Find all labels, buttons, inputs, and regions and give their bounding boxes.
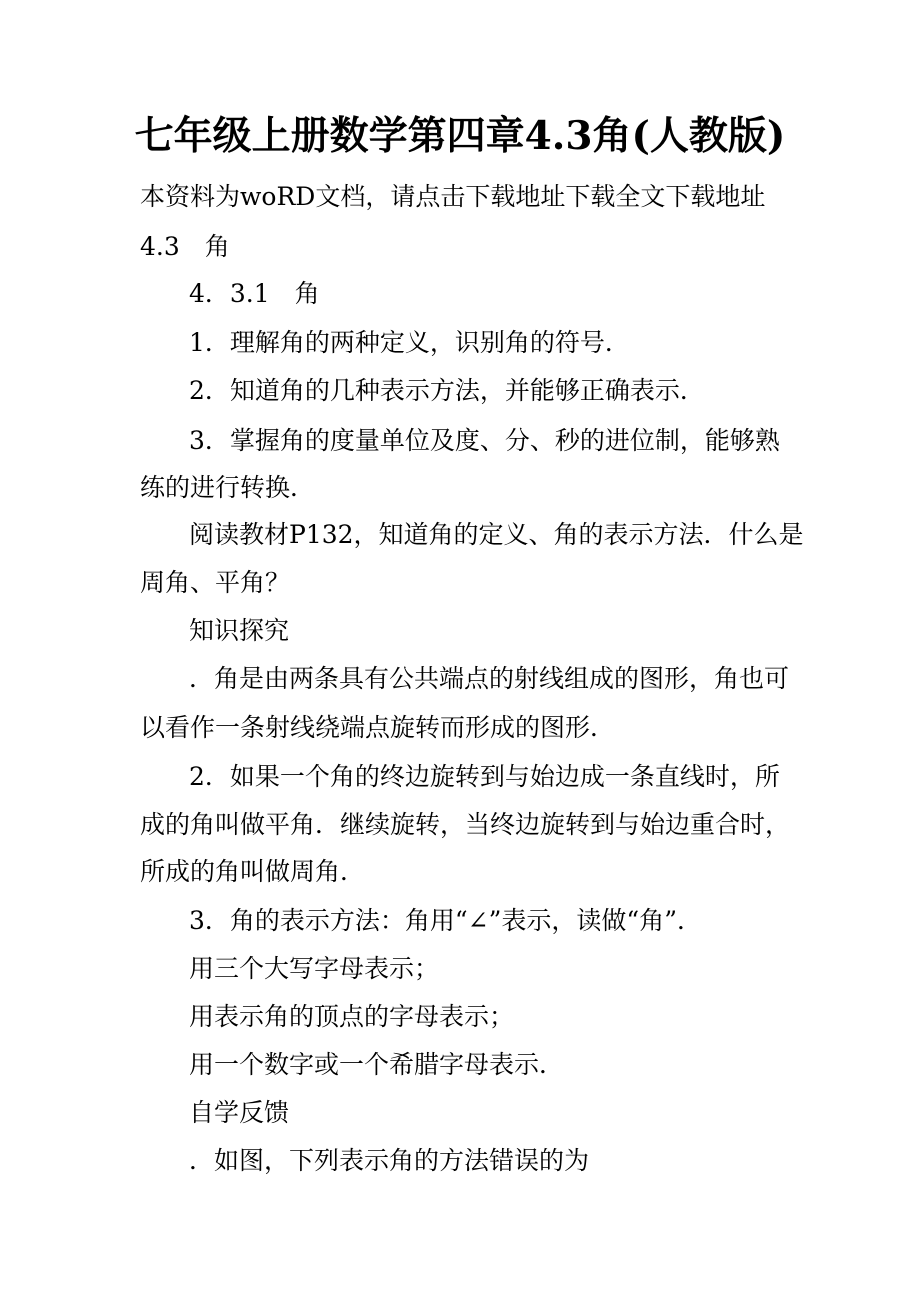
objective-line: 3．掌握角的度量单位及度、分、秒的进位制，能够熟: [189, 426, 780, 455]
reading-line: 周角、平角？: [140, 568, 291, 597]
objective-line: 1．理解角的两种定义，识别角的符号．: [189, 328, 630, 357]
knowledge-line: 以看作一条射线绕端点旋转而形成的图形．: [140, 713, 616, 742]
section-heading: 4.3 角: [140, 232, 230, 261]
knowledge-line: 用表示角的顶点的字母表示；: [189, 1002, 515, 1031]
knowledge-line: ．角是由两条具有公共端点的射线组成的图形，角也可: [189, 664, 790, 693]
knowledge-heading: 知识探究: [189, 616, 290, 645]
knowledge-line: 所成的角叫做周角．: [140, 857, 366, 886]
knowledge-line: 2．如果一个角的终边旋转到与始边成一条直线时，所: [189, 762, 780, 791]
subsection-heading: 4．3.1 角: [189, 279, 320, 308]
objective-line: 练的进行转换．: [140, 473, 316, 502]
knowledge-line: 用三个大写字母表示；: [189, 954, 440, 983]
feedback-heading: 自学反馈: [189, 1098, 290, 1127]
objective-line: 2．知道角的几种表示方法，并能够正确表示．: [189, 376, 705, 405]
knowledge-line: 用一个数字或一个希腊字母表示．: [189, 1050, 565, 1079]
knowledge-line: 成的角叫做平角．继续旋转，当终边旋转到与始边重合时，: [140, 810, 791, 839]
knowledge-line: 3．角的表示方法：角用“∠”表示，读做“角”．: [189, 906, 702, 935]
feedback-line: ．如图，下列表示角的方法错误的为: [189, 1146, 590, 1175]
document-title: 七年级上册数学第四章4.3角(人教版): [134, 113, 786, 159]
intro-text: 本资料为woRD文档，请点击下载地址下载全文下载地址: [140, 182, 766, 211]
reading-line: 阅读教材P132，知道角的定义、角的表示方法．什么是: [189, 520, 804, 549]
